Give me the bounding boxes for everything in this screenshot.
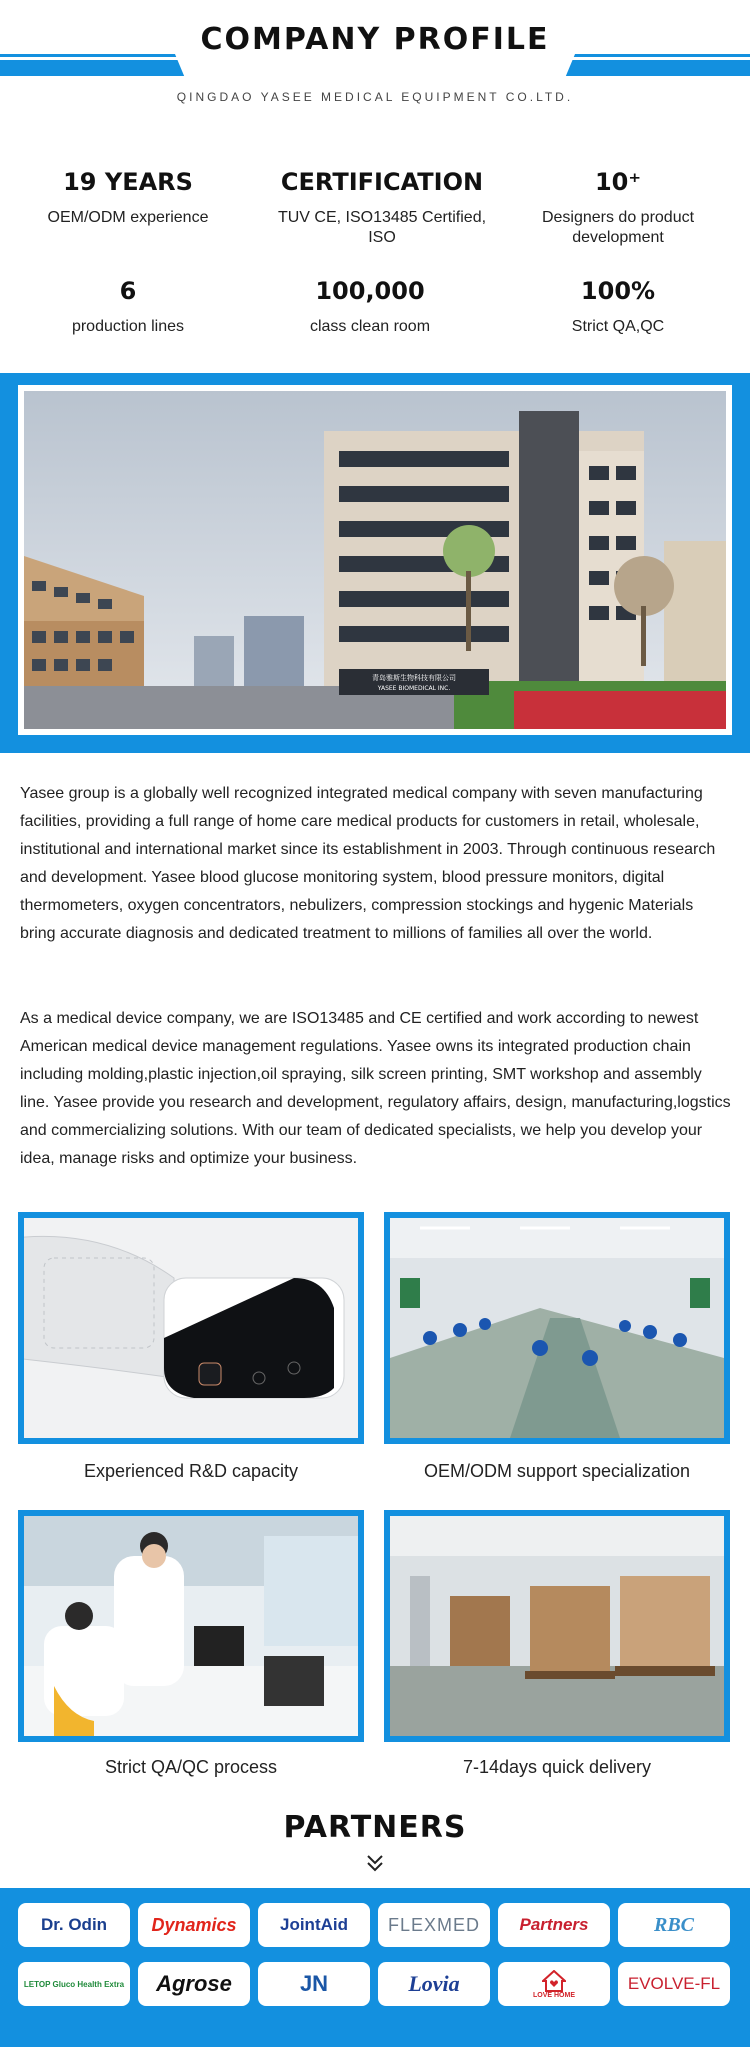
rnd-photo <box>24 1218 358 1438</box>
stat-years <box>8 168 248 228</box>
feature-caption-delivery: 7-14days quick delivery <box>462 1757 652 1777</box>
partner-name: FLEXMED <box>387 1914 481 1935</box>
stat-production-lines <box>8 277 248 337</box>
stat-label: Designers do product development <box>541 209 695 246</box>
partners-title: PARTNERS <box>283 1810 467 1845</box>
partner-name: Partners <box>519 1915 589 1934</box>
feature-card-rnd <box>18 1212 364 1444</box>
partner-name: JointAid <box>280 1915 348 1934</box>
feature-card-oem <box>384 1212 730 1444</box>
stat-label: OEM/ODM experience <box>47 209 209 226</box>
factory-line-illustration <box>390 1218 724 1438</box>
building-sign-en: YASEE BIOMEDICAL INC. <box>377 685 451 692</box>
partner-name: LETOP Gluco Health Extra <box>23 1979 125 1989</box>
stat-value: 100,000 <box>315 277 425 305</box>
partner-logo-dynamics <box>138 1903 250 1947</box>
partner-name: JN <box>299 1971 329 1996</box>
partner-name: Agrose <box>156 1971 232 1996</box>
stat-label: Strict QA,QC <box>571 318 665 335</box>
partner-logo-lovia <box>378 1962 490 2006</box>
partner-logo-dr-odin <box>18 1903 130 1947</box>
page-title: COMPANY PROFILE <box>200 22 550 57</box>
partner-logo-jn <box>258 1962 370 2006</box>
partners-band <box>0 1888 750 2047</box>
feature-caption-qa: Strict QA/QC process <box>104 1757 278 1777</box>
feature-caption-oem: OEM/ODM support specialization <box>423 1461 691 1481</box>
building-photo-frame <box>18 385 732 735</box>
partner-name: LOVE HOME <box>532 1991 575 1999</box>
stat-label: class clean room <box>309 318 431 335</box>
stat-value: CERTIFICATION <box>280 168 484 196</box>
partner-name: EVOLVE-FL <box>627 1974 721 1993</box>
partner-name: Dynamics <box>151 1914 237 1935</box>
partner-logo-partners <box>498 1903 610 1947</box>
building-illustration <box>24 391 726 729</box>
partner-logo-letop <box>18 1962 130 2006</box>
partner-name: Lovia <box>408 1971 460 1996</box>
blood-pressure-monitor-illustration <box>24 1218 358 1438</box>
lab-illustration <box>24 1516 358 1736</box>
stat-value: 6 <box>119 277 137 305</box>
stat-clean-room <box>250 277 490 337</box>
house-icon <box>542 1970 566 1992</box>
building-sign-cn: 青岛雅斯生物科技有限公司 <box>372 674 456 682</box>
stat-value: 100% <box>580 277 656 305</box>
stat-qa <box>498 277 738 337</box>
stat-value: 19 YEARS <box>63 168 193 196</box>
partner-logo-agrose <box>138 1962 250 2006</box>
warehouse-photo <box>390 1516 724 1736</box>
partner-name: Dr. Odin <box>40 1915 108 1934</box>
chevron-double-down-icon <box>365 1852 385 1874</box>
stat-designers <box>498 168 738 248</box>
building-photo-band <box>0 373 750 753</box>
about-paragraph-2: As a medical device company, we are ISO13485 and CE certified and work according to newest American medical device management regulations. Yasee owns its integrated production chain including molding,plastic injection,oil spraying, silk screen printing, SMT workshop and assembly line. Yasee provide you research and development, regulatory affairs, design, manufacturing,logstics and commercializing solutions. With our team of dedicated specialists, we help you develop your idea, manage risks and optimize your business. <box>20 1010 731 1167</box>
partner-name: RBC <box>653 1913 695 1936</box>
partner-logo-flexmed <box>378 1903 490 1947</box>
about-paragraph-1: Yasee group is a globally well recognized integrated medical company with seven manufacturing facilities, providing a full range of home care medical products for customers in retail, wholesale, institutional and international market since its establishment in 2003. Through continuous research and development. Yasee blood glucose monitoring system, blood pressure monitors, digital thermometers, oxygen concentrators, nebulizers, compression stockings and hygenic Materials bring accurate diagnosis and dedicated treatment to millions of families all over the world. <box>20 785 716 942</box>
stat-label: production lines <box>71 318 185 335</box>
partner-logo-evolve <box>618 1962 730 2006</box>
partner-logo-rbc <box>618 1903 730 1947</box>
stat-certification <box>262 168 502 248</box>
stat-value: 10⁺ <box>594 168 642 196</box>
feature-card-qa <box>18 1510 364 1742</box>
building-photo <box>24 391 726 729</box>
feature-caption-rnd: Experienced R&D capacity <box>83 1461 299 1481</box>
feature-card-delivery <box>384 1510 730 1742</box>
warehouse-illustration <box>390 1516 724 1736</box>
company-name: QINGDAO YASEE MEDICAL EQUIPMENT CO.LTD. <box>176 90 574 104</box>
page-header <box>0 0 750 120</box>
partner-logo-love-home <box>498 1962 610 2006</box>
stat-label: TUV CE, ISO13485 Certified, ISO <box>277 209 487 246</box>
factory-photo <box>390 1218 724 1438</box>
lab-photo <box>24 1516 358 1736</box>
partner-logo-jointaid <box>258 1903 370 1947</box>
